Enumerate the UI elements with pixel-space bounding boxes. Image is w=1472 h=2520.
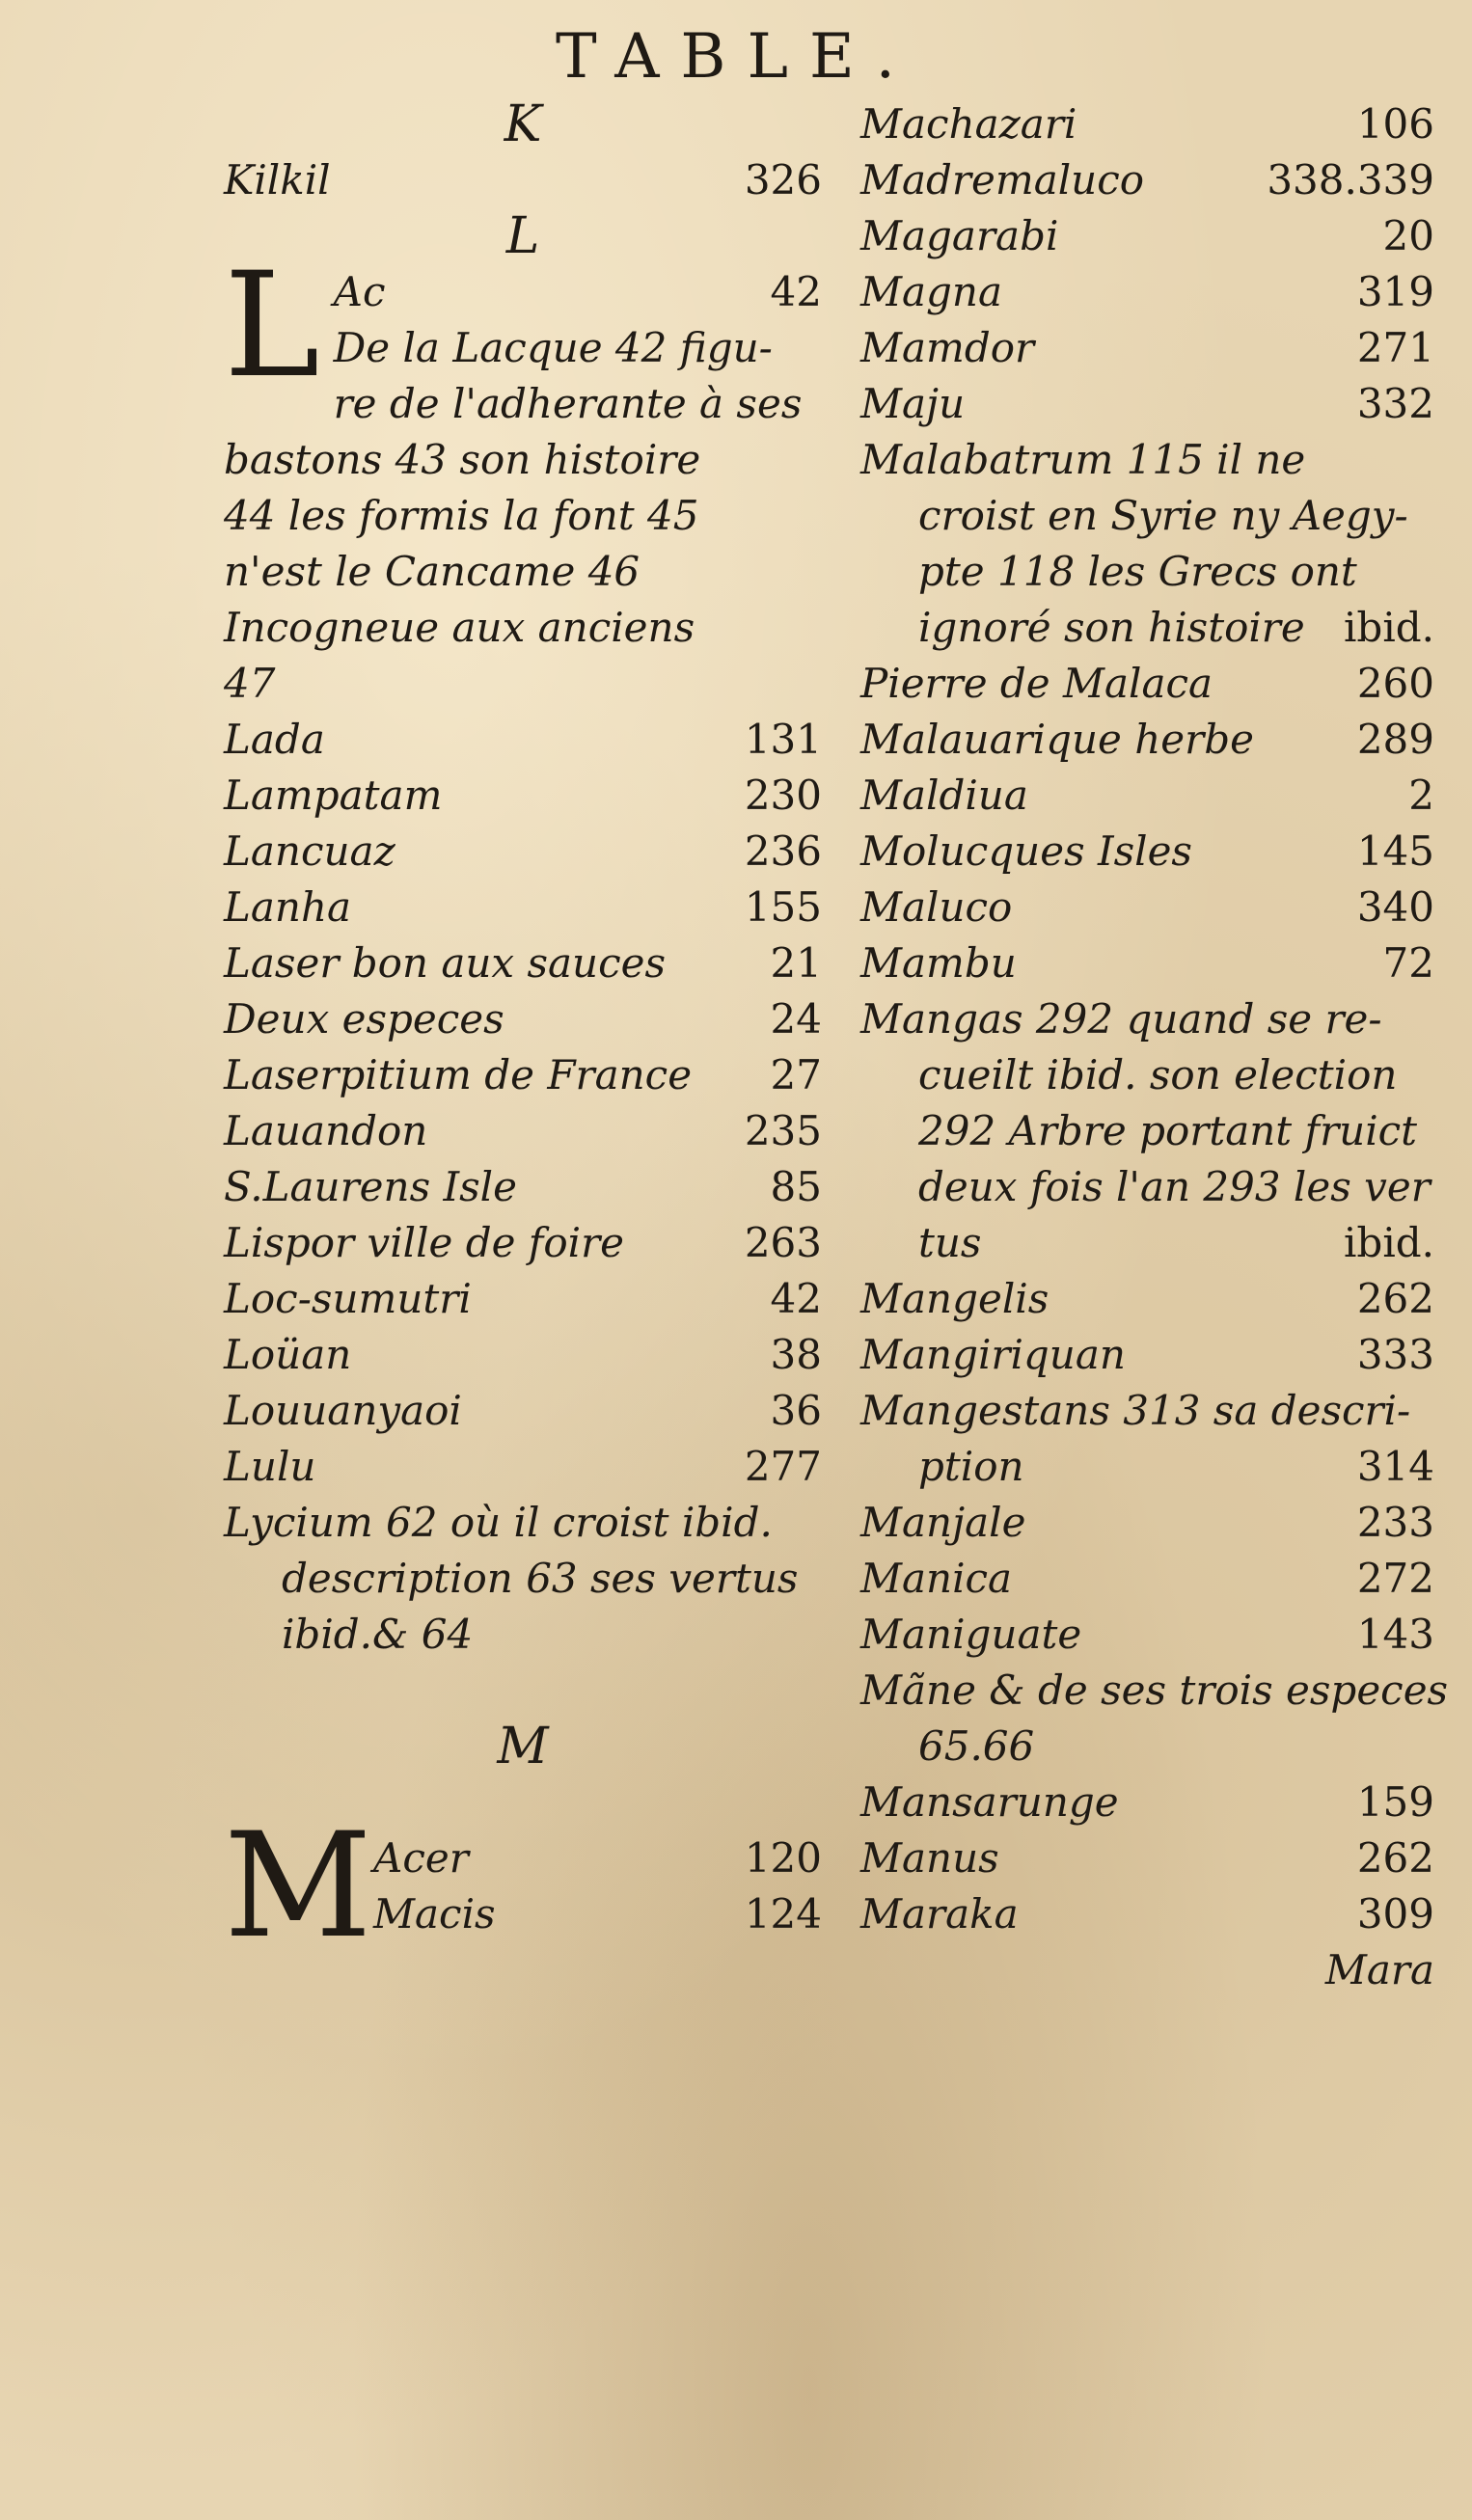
left-column — [224, 95, 822, 1970]
entry-term: Mansarunge — [860, 1778, 1119, 1826]
index-entry — [860, 1719, 1434, 1775]
entry-term: Lancuaz — [224, 827, 395, 875]
index-entry — [224, 824, 822, 880]
index-entry — [224, 712, 822, 768]
entry-term: Laserpitium de France — [224, 1051, 693, 1098]
entry-term: Loüan — [224, 1331, 352, 1378]
entry-term: tus — [918, 1219, 982, 1266]
entry-term: Lanha — [224, 883, 352, 931]
index-entry — [860, 320, 1434, 376]
entry-page: 155 — [744, 883, 822, 931]
entry-term: pte 118 les Grecs ont — [918, 548, 1357, 595]
entry-page: 338.339 — [1267, 156, 1434, 203]
entry-term: Loc-sumutri — [224, 1275, 472, 1322]
entry-term: 65.66 — [918, 1722, 1035, 1770]
entry-page: 260 — [1356, 660, 1434, 707]
index-entry — [860, 1607, 1434, 1663]
entry-page: 272 — [1356, 1555, 1434, 1602]
entry-term: Magna — [860, 268, 1003, 315]
index-entry — [860, 544, 1434, 600]
index-entry — [860, 1383, 1434, 1439]
entry-term: Kilkil — [224, 156, 331, 203]
index-entry — [224, 1327, 822, 1383]
paragraph-line: Ac 42 — [333, 268, 822, 315]
entry-term: Lulu — [224, 1443, 316, 1490]
entry-page: 2 — [1408, 772, 1434, 819]
index-entry — [860, 1103, 1434, 1159]
entry-page: 24 — [770, 995, 822, 1043]
entry-term: ption — [918, 1443, 1024, 1490]
index-entry — [860, 1047, 1434, 1103]
index-entry — [860, 768, 1434, 824]
index-entry — [224, 880, 822, 935]
entry-page: 143 — [1356, 1611, 1434, 1658]
paragraph-line: 47 — [224, 660, 276, 707]
entry-term: Louuanyaoi — [224, 1387, 462, 1434]
drop-cap-m: M — [224, 1802, 372, 1970]
index-entry: Acer 120 — [373, 1834, 822, 1882]
index-entry — [224, 1103, 822, 1159]
entry-term: Lauandon — [224, 1107, 428, 1154]
index-entry — [224, 1439, 822, 1495]
m-paragraph — [224, 1802, 822, 1970]
entry-term: Manus — [860, 1834, 999, 1882]
entry-term: Magarabi — [860, 212, 1059, 259]
entry-term: Mangiriquan — [860, 1331, 1126, 1378]
index-entry — [860, 1215, 1434, 1271]
entry-term: croist en Syrie ny Aegy- — [918, 492, 1408, 539]
index-entry — [224, 1383, 822, 1439]
index-entry — [224, 1047, 822, 1103]
entry-term: Molucques Isles — [860, 827, 1192, 875]
index-entry — [224, 768, 822, 824]
entry-page: 263 — [744, 1219, 822, 1266]
index-entry — [224, 991, 822, 1047]
entry-page: 271 — [1356, 324, 1434, 371]
index-entry — [860, 264, 1434, 320]
left-entry-list — [224, 712, 822, 1551]
index-entry — [860, 96, 1434, 152]
entry-term: Mambu — [860, 939, 1017, 987]
page-header: TABLE. — [556, 21, 916, 93]
right-column — [860, 96, 1449, 1998]
entry-page: 309 — [1356, 1890, 1434, 1937]
index-entry — [860, 152, 1434, 208]
entry-page: 233 — [1356, 1499, 1434, 1546]
index-entry — [860, 935, 1434, 991]
entry-page: 262 — [1356, 1275, 1434, 1322]
entry-term: Mangelis — [860, 1275, 1049, 1322]
entry-page: 326 — [744, 156, 822, 203]
entry-page: 277 — [744, 1443, 822, 1490]
entry-term: deux fois l'an 293 les ver — [918, 1163, 1431, 1210]
entry-term: Lampatam — [224, 772, 443, 819]
entry-page: 72 — [1382, 939, 1434, 987]
entry-page: 230 — [744, 772, 822, 819]
entry-page: 85 — [770, 1163, 822, 1210]
index-entry — [860, 1775, 1434, 1830]
entry-page: 20 — [1382, 212, 1434, 259]
index-entry — [224, 1495, 822, 1551]
entry-term: Lada — [224, 716, 325, 763]
entry-page: 340 — [1356, 883, 1434, 931]
continuation-line: ibid.& 64 — [282, 1611, 474, 1658]
index-entry: Macis 124 — [373, 1890, 822, 1937]
index-entry — [860, 488, 1434, 544]
entry-page: 27 — [770, 1051, 822, 1098]
entry-term: Pierre de Malaca — [860, 660, 1213, 707]
index-entry — [224, 1271, 822, 1327]
entry-term: Madremaluco — [860, 156, 1145, 203]
section-letter-m: M — [497, 1718, 549, 1775]
entry-page: 319 — [1356, 268, 1434, 315]
entry-term: Machazari — [860, 100, 1077, 148]
index-entry — [860, 656, 1434, 712]
index-entry — [860, 1886, 1434, 1942]
index-entry — [860, 1327, 1434, 1383]
entry-term: Maniguate — [860, 1611, 1082, 1658]
index-entry — [860, 1159, 1434, 1215]
entry-term: Maluco — [860, 883, 1013, 931]
index-entry — [860, 1495, 1434, 1551]
entry-page: 21 — [770, 939, 822, 987]
paragraph-line: 44 les formis la font 45 — [224, 492, 699, 539]
entry-term: S.Laurens Isle — [224, 1163, 517, 1210]
entry-page: 159 — [1356, 1778, 1434, 1826]
paragraph-line: n'est le Cancame 46 — [224, 548, 641, 595]
index-entry — [224, 935, 822, 991]
entry-term: Lispor ville de foire — [224, 1219, 624, 1266]
entry-page: ibid. — [1344, 604, 1434, 651]
index-entry — [224, 152, 822, 208]
index-entry — [860, 1551, 1434, 1607]
entry-page: 262 — [1356, 1834, 1434, 1882]
index-entry — [860, 1830, 1434, 1886]
right-entry-list — [860, 96, 1449, 1942]
entry-term: Laser bon aux sauces — [224, 939, 667, 987]
entry-term: ignoré son histoire — [918, 604, 1305, 651]
index-entry — [224, 1159, 822, 1215]
index-entry — [860, 1663, 1449, 1719]
entry-page: 235 — [744, 1107, 822, 1154]
paragraph-line: Incogneue aux anciens — [224, 604, 695, 651]
index-entry — [860, 824, 1434, 880]
index-entry — [860, 1271, 1434, 1327]
entry-page: 289 — [1356, 716, 1434, 763]
paragraph-line: bastons 43 son histoire — [224, 436, 701, 483]
entry-page: 131 — [744, 716, 822, 763]
index-entry — [224, 1215, 822, 1271]
catchword: Mara — [1324, 1946, 1434, 1993]
section-letter-l: L — [505, 207, 540, 265]
index-entry — [860, 991, 1434, 1047]
index-entry — [860, 712, 1434, 768]
entry-page: 333 — [1356, 1331, 1434, 1378]
entry-page: 314 — [1356, 1443, 1434, 1490]
entry-page: 36 — [770, 1387, 822, 1434]
entry-term: Malabatrum 115 il ne — [860, 436, 1306, 483]
entry-term: Maraka — [860, 1890, 1019, 1937]
entry-term: Maldiua — [860, 772, 1028, 819]
entry-term: Manjale — [860, 1499, 1026, 1546]
entry-page: 42 — [770, 1275, 822, 1322]
drop-cap-l: L — [224, 242, 320, 410]
entry-term: Lycium 62 où il croist ibid. — [224, 1499, 773, 1546]
lac-paragraph — [224, 242, 822, 712]
entry-term: Manica — [860, 1555, 1013, 1602]
paragraph-line: re de l'adherante à ses — [333, 380, 803, 427]
entry-term: Malauarique herbe — [860, 716, 1254, 763]
index-entry — [860, 208, 1434, 264]
entry-term: Mangestans 313 sa descri- — [860, 1387, 1411, 1434]
entry-page: 106 — [1356, 100, 1434, 148]
index-entry — [860, 600, 1434, 656]
entry-term: Mãne & de ses trois especes — [860, 1666, 1449, 1714]
entry-term: Mangas 292 quand se re- — [860, 995, 1382, 1043]
index-entry — [860, 1439, 1434, 1495]
entry-page: 236 — [744, 827, 822, 875]
entry-term: Mamdor — [860, 324, 1035, 371]
entry-page: 145 — [1356, 827, 1434, 875]
index-entry — [860, 880, 1434, 935]
entry-term: Maju — [860, 380, 966, 427]
index-entry — [860, 376, 1434, 432]
entry-term: 292 Arbre portant fruict — [918, 1107, 1418, 1154]
index-entry — [860, 432, 1434, 488]
continuation-line: description 63 ses vertus — [282, 1555, 799, 1602]
entry-term: Deux especes — [224, 995, 504, 1043]
section-letter-k: K — [504, 95, 542, 153]
entry-term: cueilt ibid. son election — [918, 1051, 1398, 1098]
paragraph-line: De la Lacque 42 figu- — [333, 324, 773, 371]
entry-page: 332 — [1356, 380, 1434, 427]
entry-page: ibid. — [1344, 1219, 1434, 1266]
entry-page: 38 — [770, 1331, 822, 1378]
